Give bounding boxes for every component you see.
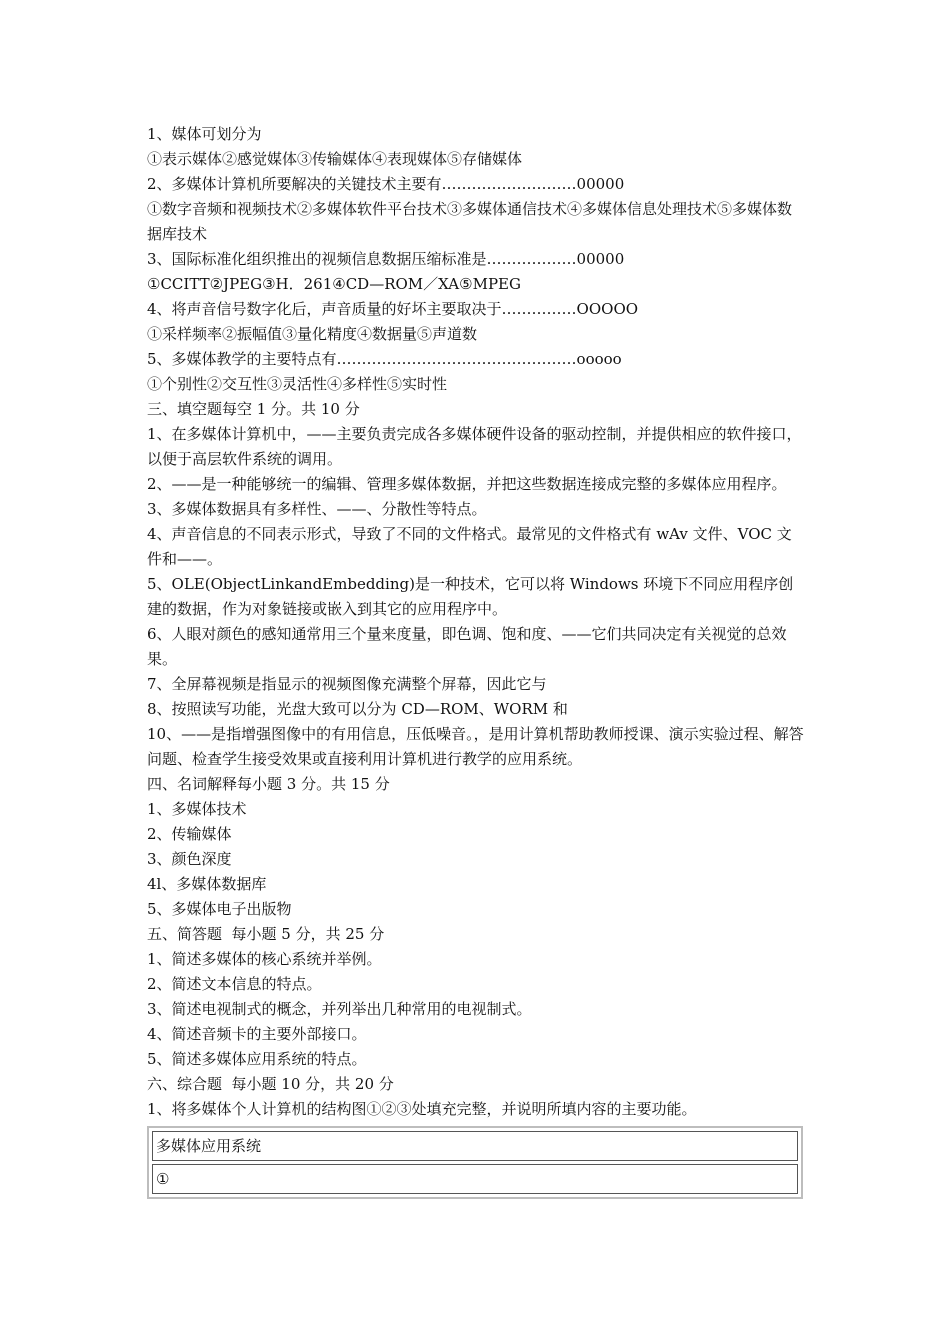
text-line: ①数字音频和视频技术②多媒体软件平台技术③多媒体通信技术④多媒体信息处理技术⑤多媒体数据库技术 [147,200,793,243]
text-line: 四、名词解释每小题 3 分。共 15 分 [147,775,390,793]
text-line: 5、简述多媒体应用系统的特点。 [147,1050,367,1068]
text-line: 3、国际标准化组织推出的视频信息数据压缩标准是………………00000 [147,250,625,268]
text-line: ①采样频率②振幅值③量化精度④数据量⑤声道数 [147,325,478,343]
text-line: 5、OLE(ObjectLinkandEmbedding)是一种技术，它可以将 Windows 环境下不同应用程序创建的数据，作为对象链接或嵌入到其它的应用程序中。 [147,575,794,618]
text-line: ①个别性②交互性③灵活性④多样性⑤实时性 [147,375,448,393]
text-line: ①CCITT②JPEG③H．261④CD—ROM／XA⑤MPEG [147,275,521,293]
document-page [147,122,805,1199]
text-line: ①表示媒体②感觉媒体③传输媒体④表现媒体⑤存储媒体 [147,150,523,168]
text-line: 1、将多媒体个人计算机的结构图①②③处填充完整，并说明所填内容的主要功能。 [147,1100,697,1118]
text-line: 3、多媒体数据具有多样性、——、分散性等特点。 [147,500,487,518]
question-text [147,122,805,1122]
text-line: 6、人眼对颜色的感知通常用三个量来度量，即色调、饱和度、——它们共同决定有关视觉的总效果。 [147,625,787,668]
table-row [152,1164,798,1194]
text-line: 2、多媒体计算机所要解决的关键技术主要有………………………00000 [147,175,625,193]
table-cell-application-system: 多媒体应用系统 [152,1131,798,1161]
text-line: 7、全屏幕视频是指显示的视频图像充满整个屏幕，因此它与 [147,675,547,693]
computer-structure-table [147,1126,803,1199]
text-line: 10、——是指增强图像中的有用信息，压低噪音。，是用计算机帮助教师授课、演示实验过程、解答问题、检查学生接受效果或直接利用计算机进行教学的应用系统。 [147,725,804,768]
text-line: 五、简答题 每小题 5 分，共 25 分 [147,925,385,943]
text-line: 2、传输媒体 [147,825,232,843]
text-line: 4、简述音频卡的主要外部接口。 [147,1025,367,1043]
text-line: 4、声音信息的不同表示形式，导致了不同的文件格式。最常见的文件格式有 wAv 文件、VOC 文件和——。 [147,525,792,568]
text-line: 1、在多媒体计算机中，——主要负责完成各多媒体硬件设备的驱动控制，并提供相应的软件接口，以便于高层软件系统的调用。 [147,425,802,468]
text-line: 5、多媒体电子出版物 [147,900,292,918]
text-line: 3、颜色深度 [147,850,232,868]
text-line: 三、填空题每空 1 分。共 10 分 [147,400,360,418]
text-line: 3、简述电视制式的概念，并列举出几种常用的电视制式。 [147,1000,532,1018]
text-line: 2、简述文本信息的特点。 [147,975,322,993]
text-line: 六、综合题 每小题 10 分，共 20 分 [147,1075,394,1093]
table-row [152,1131,798,1161]
text-line: 5、多媒体教学的主要特点有…………………………………………ooooo [147,350,622,368]
text-line: 1、简述多媒体的核心系统并举例。 [147,950,382,968]
text-line: 4、将声音信号数字化后，声音质量的好坏主要取决于……………OOOOO [147,300,639,318]
text-line: 2、——是一种能够统一的编辑、管理多媒体数据，并把这些数据连接成完整的多媒体应用程序。 [147,475,787,493]
text-line: 8、按照读写功能，光盘大致可以分为 CD—ROM、WORM 和 [147,700,568,718]
table-cell-blank-1: ① [152,1164,798,1194]
text-line: 4l、多媒体数据库 [147,875,267,893]
text-line: 1、多媒体技术 [147,800,247,818]
text-line: 1、媒体可划分为 [147,125,262,143]
